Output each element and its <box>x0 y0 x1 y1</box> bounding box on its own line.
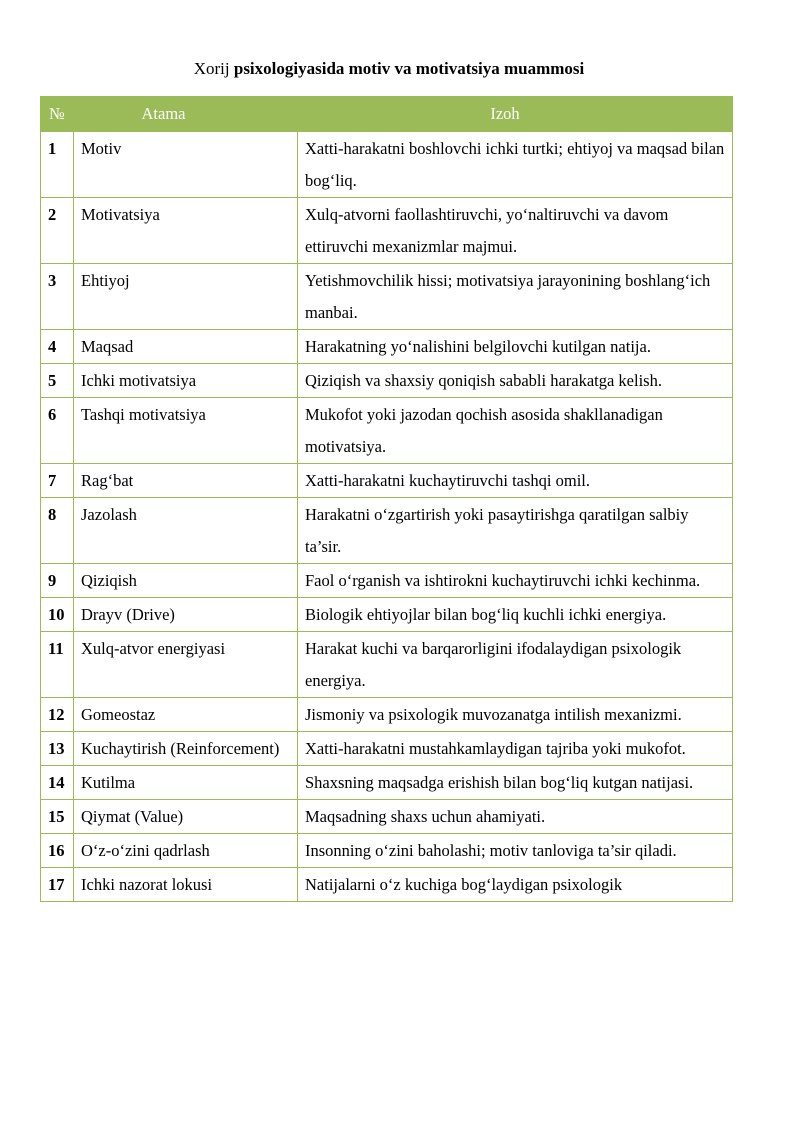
row-number: 2 <box>41 198 74 264</box>
table-row <box>41 330 733 364</box>
row-number: 10 <box>41 598 74 632</box>
row-number: 9 <box>41 564 74 598</box>
row-number: 11 <box>41 632 74 698</box>
row-description: Harakatning yo‘nalishini belgilovchi kutilgan natija. <box>298 330 733 364</box>
row-term: Ichki motivatsiya <box>74 364 298 398</box>
table-row <box>41 868 733 902</box>
table-row <box>41 732 733 766</box>
table-row <box>41 800 733 834</box>
row-description: Yetishmovchilik hissi; motivatsiya jarayonining boshlang‘ich manbai. <box>298 264 733 330</box>
row-number: 14 <box>41 766 74 800</box>
row-number: 5 <box>41 364 74 398</box>
table-header-row <box>41 97 733 132</box>
title-prefix: Xorij <box>193 59 230 78</box>
table-row <box>41 464 733 498</box>
row-description: Xatti-harakatni kuchaytiruvchi tashqi omil. <box>298 464 733 498</box>
page-title <box>0 58 778 80</box>
row-term: Tashqi motivatsiya <box>74 398 298 464</box>
row-description: Xatti-harakatni boshlovchi ichki turtki; ehtiyoj va maqsad bilan bog‘liq. <box>298 132 733 198</box>
row-number: 17 <box>41 868 74 902</box>
row-description: Shaxsning maqsadga erishish bilan bog‘liq kutgan natijasi. <box>298 766 733 800</box>
row-term: Kutilma <box>74 766 298 800</box>
table-row <box>41 198 733 264</box>
row-description: Maqsadning shaxs uchun ahamiyati. <box>298 800 733 834</box>
row-term: Maqsad <box>74 330 298 364</box>
table-body <box>41 132 733 902</box>
table-row <box>41 398 733 464</box>
row-description: Biologik ehtiyojlar bilan bog‘liq kuchli ichki energiya. <box>298 598 733 632</box>
header-number: № <box>41 97 74 132</box>
row-description: Harakatni o‘zgartirish yoki pasaytirishga qaratilgan salbiy ta’sir. <box>298 498 733 564</box>
row-description: Xatti-harakatni mustahkamlaydigan tajriba yoki mukofot. <box>298 732 733 766</box>
row-term: Xulq-atvor energiyasi <box>74 632 298 698</box>
row-number: 6 <box>41 398 74 464</box>
header-description: Izoh <box>298 97 733 132</box>
row-term: Jazolash <box>74 498 298 564</box>
row-number: 16 <box>41 834 74 868</box>
table-row <box>41 498 733 564</box>
row-description: Xulq-atvorni faollashtiruvchi, yo‘naltiruvchi va davom ettiruvchi mexanizmlar majmui. <box>298 198 733 264</box>
row-description: Jismoniy va psixologik muvozanatga intilish mexanizmi. <box>298 698 733 732</box>
row-description: Mukofot yoki jazodan qochish asosida shakllanadigan motivatsiya. <box>298 398 733 464</box>
row-term: O‘z-o‘zini qadrlash <box>74 834 298 868</box>
table-row <box>41 834 733 868</box>
row-term: Motiv <box>74 132 298 198</box>
row-description: Harakat kuchi va barqarorligini ifodalaydigan psixologik energiya. <box>298 632 733 698</box>
row-term: Qiymat (Value) <box>74 800 298 834</box>
row-description: Natijalarni o‘z kuchiga bog‘laydigan psixologik <box>298 868 733 902</box>
table-row <box>41 766 733 800</box>
row-number: 8 <box>41 498 74 564</box>
row-number: 3 <box>41 264 74 330</box>
row-term: Gomeostaz <box>74 698 298 732</box>
table-row <box>41 364 733 398</box>
row-number: 1 <box>41 132 74 198</box>
table-row <box>41 564 733 598</box>
row-description: Insonning o‘zini baholashi; motiv tanloviga ta’sir qiladi. <box>298 834 733 868</box>
row-term: Ehtiyoj <box>74 264 298 330</box>
table-row <box>41 632 733 698</box>
row-number: 7 <box>41 464 74 498</box>
row-number: 12 <box>41 698 74 732</box>
row-term: Drayv (Drive) <box>74 598 298 632</box>
row-term: Motivatsiya <box>74 198 298 264</box>
row-term: Kuchaytirish (Reinforcement) <box>74 732 298 766</box>
table-row <box>41 698 733 732</box>
table-row <box>41 264 733 330</box>
row-description: Qiziqish va shaxsiy qoniqish sababli harakatga kelish. <box>298 364 733 398</box>
row-number: 4 <box>41 330 74 364</box>
terms-table <box>40 96 733 902</box>
row-description: Faol o‘rganish va ishtirokni kuchaytiruvchi ichki kechinma. <box>298 564 733 598</box>
row-term: Ichki nazorat lokusi <box>74 868 298 902</box>
row-term: Qiziqish <box>74 564 298 598</box>
table-row <box>41 598 733 632</box>
table-row <box>41 132 733 198</box>
row-term: Rag‘bat <box>74 464 298 498</box>
header-term: Atama <box>74 97 298 132</box>
row-number: 13 <box>41 732 74 766</box>
title-bold: psixologiyasida motiv va motivatsiya muammosi <box>233 59 585 78</box>
row-number: 15 <box>41 800 74 834</box>
